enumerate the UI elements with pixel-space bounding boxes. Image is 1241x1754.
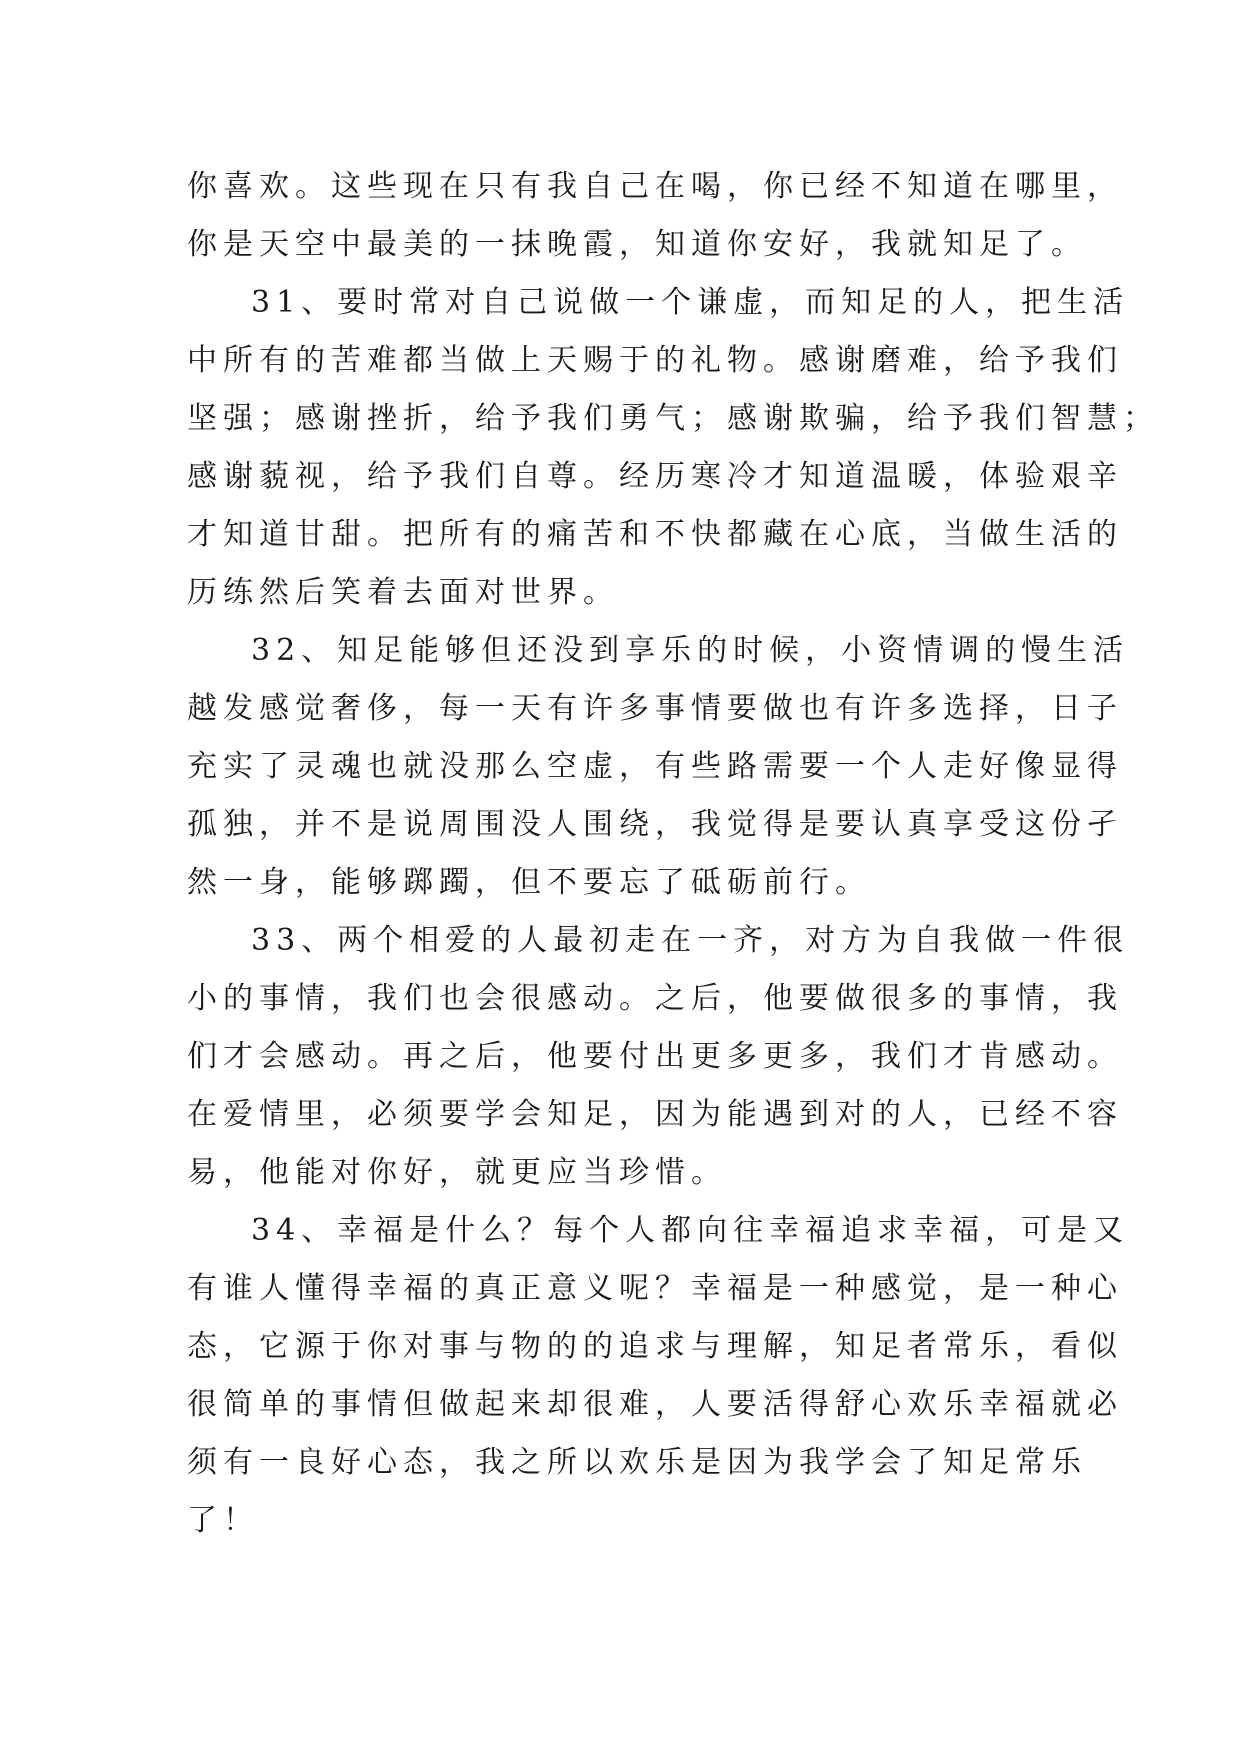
text-line: 有谁人懂得幸福的真正意义呢？幸福是一种感觉，是一种心 [187,1271,1123,1306]
text-line: 在爱情里，必须要学会知足，因为能遇到对的人，已经不容 [187,1097,1123,1132]
text-line: 们才会感动。再之后，他要付出更多更多，我们才肯感动。 [187,1039,1123,1074]
text-line: 你是天空中最美的一抹晚霞，知道你安好，我就知足了。 [187,227,1087,262]
text-line: 中所有的苦难都当做上天赐于的礼物。感谢磨难，给予我们 [187,343,1123,378]
text-line: 感谢藐视，给予我们自尊。经历寒冷才知道温暖，体验艰辛 [187,459,1123,494]
paragraph-32-first-line: 32、知足能够但还没到享乐的时候，小资情调的慢生活 [251,633,1130,668]
text-line: 很简单的事情但做起来却很难，人要活得舒心欢乐幸福就必 [187,1387,1123,1422]
paragraph-33-first-line: 33、两个相爱的人最初走在一齐，对方为自我做一件很 [251,923,1130,958]
text-line: 小的事情，我们也会很感动。之后，他要做很多的事情，我 [187,981,1123,1016]
text-line: 然一身，能够踯躅，但不要忘了砥砺前行。 [187,865,871,900]
text-line: 易，他能对你好，就更应当珍惜。 [187,1155,727,1190]
text-line: 了！ [187,1503,259,1538]
text-line: 充实了灵魂也就没那么空虚，有些路需要一个人走好像显得 [187,749,1123,784]
text-line: 越发感觉奢侈，每一天有许多事情要做也有许多选择，日子 [187,691,1123,726]
text-line: 态，它源于你对事与物的的追求与理解，知足者常乐，看似 [187,1329,1123,1364]
text-line: 须有一良好心态，我之所以欢乐是因为我学会了知足常乐 [187,1445,1087,1480]
text-line: 才知道甘甜。把所有的痛苦和不快都藏在心底，当做生活的 [187,517,1123,552]
body-text [187,158,1159,1550]
paragraph-31-first-line: 31、要时常对自己说做一个谦虚，而知足的人，把生活 [251,285,1130,320]
text-line: 历练然后笑着去面对世界。 [187,575,619,610]
paragraph-34-first-line: 34、幸福是什么？每个人都向往幸福追求幸福，可是又 [251,1213,1130,1248]
text-line: 坚强；感谢挫折，给予我们勇气；感谢欺骗，给予我们智慧； [187,401,1159,436]
text-line: 你喜欢。这些现在只有我自己在喝，你已经不知道在哪里， [187,169,1123,204]
text-line: 孤独，并不是说周围没人围绕，我觉得是要认真享受这份孑 [187,807,1123,842]
